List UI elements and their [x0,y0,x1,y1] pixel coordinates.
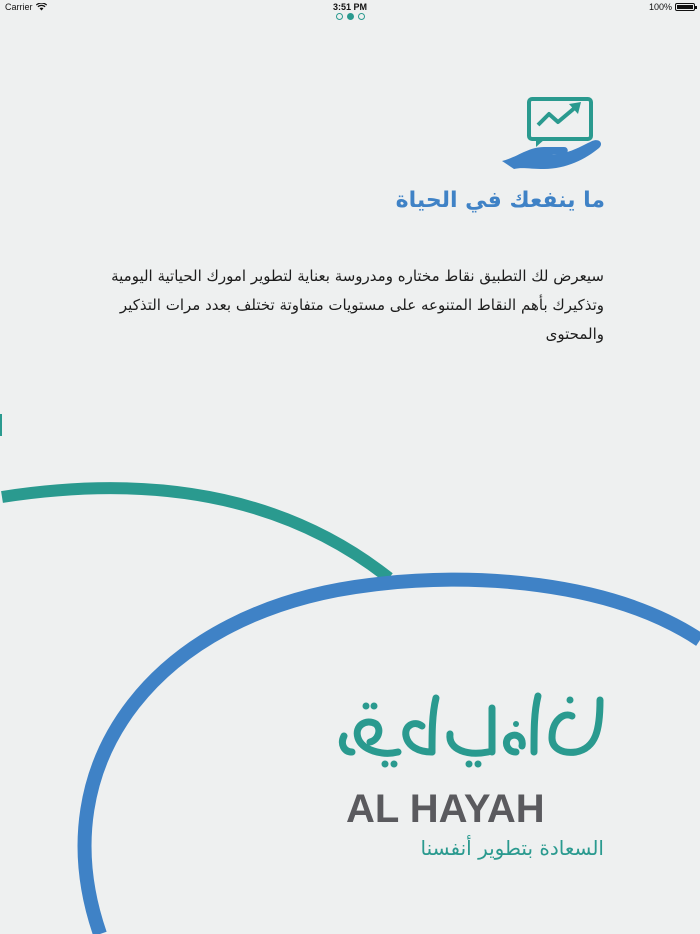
brand-tagline: السعادة بتطوير أنفسنا [420,836,604,860]
teal-arc [2,488,389,578]
battery-percent: 100% [648,2,672,12]
page-description: سيعرض لك التطبيق نقاط مختاره ومدروسة بعناية لتطوير امورك الحياتية اليومية وتذكيرك بأهم النقاط المتنوعه على مستويات متفاوتة تختلف بعدد مرات التذكير والمحتوى [111,267,604,343]
carrier-label: Carrier [5,2,33,12]
brand-logo-calligraphy [338,690,606,770]
status-time: 3:51 PM [332,2,367,12]
brand-name: AL HAYAH [346,787,545,831]
page-title: ما ينفعك في الحياة [395,188,605,213]
